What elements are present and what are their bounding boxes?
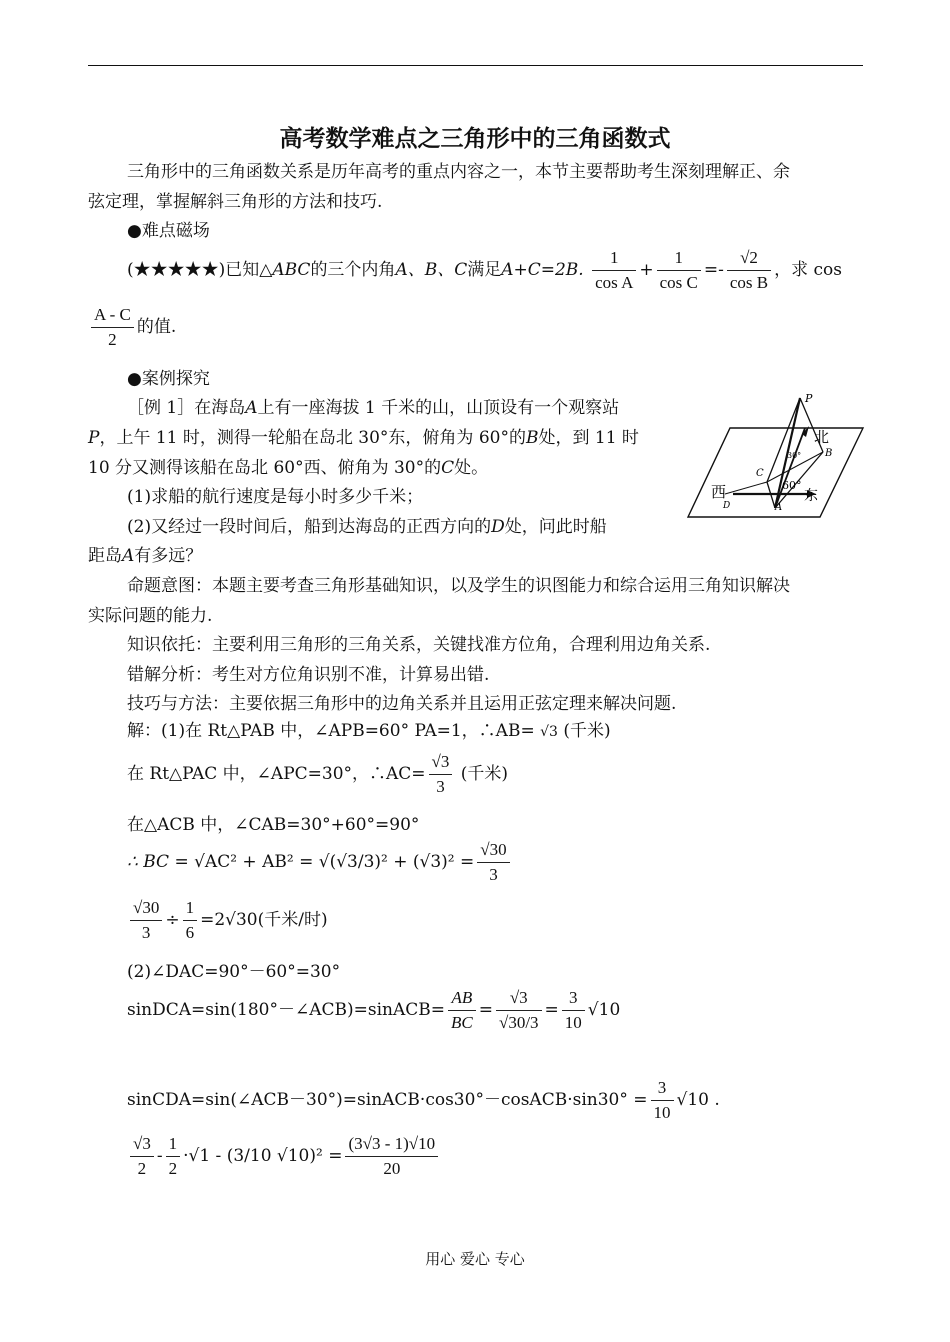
math-text: sinCDA=sin(∠ACB－30°)=sinACB·cos30°－cosACB·sin30° = <box>127 1090 648 1110</box>
section-heading-difficulty: ●难点磁场 <box>127 221 210 241</box>
denominator: √30/3 <box>498 1013 539 1032</box>
radical: √3 <box>540 724 558 740</box>
denominator: 2 <box>168 1159 178 1178</box>
operator: - <box>156 1146 163 1166</box>
solution-step-6: (2)∠DAC=90°－60°=30° <box>127 962 341 982</box>
question-1: (1)求船的航行速度是每小时多少千米； <box>127 487 424 507</box>
solution-step-1 <box>127 716 611 741</box>
fraction <box>91 305 134 350</box>
numerator: √2 <box>727 248 771 271</box>
fraction <box>429 752 453 797</box>
numerator: √30 <box>130 898 162 921</box>
fraction <box>130 898 162 943</box>
denominator: 3 <box>489 865 498 884</box>
denominator: 10 <box>564 1013 582 1032</box>
radical: √(√3/3)² + (√3)² <box>318 852 455 872</box>
label-c: C <box>756 468 764 479</box>
numerator: √3 <box>496 988 542 1011</box>
radical: √AC² + AB² <box>194 852 294 872</box>
unit: (千米) <box>460 764 509 784</box>
solution-step-2 <box>127 752 508 797</box>
example-line-3 <box>88 453 488 478</box>
example-line-2 <box>88 423 639 448</box>
denominator: 10 <box>653 1103 671 1122</box>
solution-step-7 <box>127 988 620 1033</box>
label-d: D <box>723 501 731 511</box>
problem-text: 的三个内角 <box>310 260 396 280</box>
unit: (千米) <box>563 721 611 741</box>
math-text: sinDCA=sin(180°－∠ACB)=sinACB= <box>127 1000 445 1020</box>
denominator: 2 <box>108 330 117 349</box>
fraction <box>477 840 509 885</box>
numerator: √3 <box>429 752 453 775</box>
radical: √10 <box>587 1000 621 1020</box>
label-p: P <box>805 392 813 405</box>
fraction <box>651 1078 674 1123</box>
denominator: cos A <box>595 273 634 292</box>
problem-line: (★★★★★)已知△ABC的三个内角A、B、C满足A+C=2B. $\frac{1}{\text{cos A}}$ + $\frac{1}{\text{cos C}}$ =- $\frac{√2}{\text{cos B}}$ ，求 cos <box>127 248 843 292</box>
line-cd <box>725 482 767 494</box>
intro-line-2: 弦定理，掌握解斜三角形的方法和技巧. <box>88 192 383 212</box>
numerator: AB <box>448 988 476 1011</box>
label-east: 东 <box>804 488 818 504</box>
page-footer: 用心 爱心 专心 <box>425 1250 525 1268</box>
difficulty-stars: (★★★★★) <box>127 260 226 280</box>
text: ［例 1］在海岛 <box>127 398 246 418</box>
intro-line-1: 三角形中的三角函数关系是历年高考的重点内容之一，本节主要帮助考生深刻理解正、余 <box>127 162 790 182</box>
radical: ·√1 - (3/10 √10)² <box>183 1146 323 1166</box>
example-line-1 <box>127 393 619 418</box>
math-text: ∴ BC = <box>127 852 189 872</box>
label-b: B <box>825 448 833 459</box>
fraction <box>166 1134 181 1179</box>
numerator: 1 <box>183 898 198 921</box>
denominator: 3 <box>436 777 445 796</box>
text: 上有一座海拔 1 千米的山，山顶设有一个观察站 <box>257 398 620 418</box>
text: 处，到 11 时 <box>538 428 639 448</box>
geometry-figure <box>685 390 865 525</box>
label-a: A <box>775 502 783 513</box>
intent-line-2: 实际问题的能力. <box>88 606 213 626</box>
text: 有多远？ <box>134 546 203 566</box>
denominator: BC <box>451 1013 473 1032</box>
problem-condition: A+C=2B. <box>501 260 584 280</box>
point-label: A <box>122 546 135 566</box>
solution-step-8 <box>127 1078 720 1123</box>
denominator: 20 <box>383 1159 401 1178</box>
section-heading-cases: ●案例探究 <box>127 369 210 389</box>
fraction <box>496 988 542 1033</box>
equals: = <box>460 852 475 872</box>
numerator: (3√3 - 1)√10 <box>345 1134 438 1157</box>
fraction <box>183 898 198 943</box>
denominator: 2 <box>137 1159 147 1178</box>
solution-step-4 <box>127 840 513 885</box>
radical: √10 . <box>676 1090 720 1110</box>
denominator: cos B <box>729 273 769 292</box>
numerator: 1 <box>657 248 701 271</box>
equals: = <box>478 1000 493 1020</box>
intent-line-1: 命题意图：本题主要考查三角形基础知识，以及学生的识图能力和综合运用三角知识解决 <box>127 576 790 596</box>
technique: 技巧与方法：主要依据三角形中的边角关系并且运用正弦定理来解决问题. <box>127 694 677 714</box>
numerator: √3 <box>130 1134 154 1157</box>
solution-step-9 <box>127 1134 441 1179</box>
problem-text: ，求 cos <box>774 260 843 280</box>
fraction <box>345 1134 438 1179</box>
point-label: P <box>88 428 100 448</box>
label-north: 北 <box>814 428 830 446</box>
equals: = <box>299 852 314 872</box>
point-label: C <box>441 458 455 478</box>
point-label: B <box>525 428 539 448</box>
problem-text: 满足 <box>467 260 502 280</box>
math-text: 在 Rt△PAC 中，∠APC=30°，∴AC= <box>127 764 426 784</box>
numerator: 1 <box>592 248 636 271</box>
math-text: =2√30(千米/时) <box>200 910 328 930</box>
equals: = <box>544 1000 559 1020</box>
problem-line-2 <box>88 305 176 350</box>
denominator: cos C <box>659 273 698 292</box>
knowledge-basis: 知识依托：主要利用三角形的三角关系，关键找准方位角，合理利用边角关系. <box>127 635 711 655</box>
fraction <box>592 248 636 293</box>
text: 处。 <box>454 458 489 478</box>
operator: ÷ <box>165 910 180 930</box>
fraction <box>448 988 476 1033</box>
equals: = <box>328 1146 343 1166</box>
question-2-cont <box>88 541 202 566</box>
numerator: 3 <box>651 1078 674 1101</box>
fraction <box>562 988 585 1033</box>
text: ，上午 11 时，测得一轮船在岛北 30°东，俯角为 60°的 <box>99 428 526 448</box>
numerator: A - C <box>91 305 134 328</box>
math-text: 解：(1)在 Rt△PAB 中，∠APB=60° PA=1，∴AB= <box>127 721 535 741</box>
fraction <box>727 248 771 293</box>
label-angle-30: 30° <box>787 451 802 460</box>
text: 10 分又测得该船在岛北 60°西、俯角为 30°的 <box>88 458 442 478</box>
denominator: 6 <box>185 923 195 942</box>
solution-step-5 <box>127 898 328 943</box>
angle-names: A、B、C <box>395 260 468 280</box>
numerator: 3 <box>562 988 585 1011</box>
question-2 <box>127 512 607 537</box>
problem-text: 已知△ <box>225 260 273 280</box>
triangle-name: ABC <box>272 260 311 280</box>
text: (2)又经过一段时间后，船到达海岛的正西方向的 <box>127 517 492 537</box>
point-label: D <box>491 517 505 537</box>
text: 处，问此时船 <box>504 517 607 537</box>
header-rule <box>88 65 863 66</box>
denominator: 3 <box>141 923 151 942</box>
problem-text: 的值. <box>136 317 177 337</box>
numerator: 1 <box>166 1134 181 1157</box>
error-analysis: 错解分析：考生对方位角识别不准，计算易出错. <box>127 665 490 685</box>
label-west: 西 <box>711 483 727 501</box>
solution-step-3: 在△ACB 中，∠CAB=30°+60°=90° <box>127 815 420 835</box>
point-label: A <box>245 398 258 418</box>
page-title: 高考数学难点之三角形中的三角函数式 <box>279 125 671 152</box>
text: 距岛 <box>88 546 122 566</box>
label-angle-60: 60° <box>782 479 802 492</box>
fraction <box>657 248 701 293</box>
fraction <box>130 1134 154 1179</box>
numerator: √30 <box>477 840 509 863</box>
